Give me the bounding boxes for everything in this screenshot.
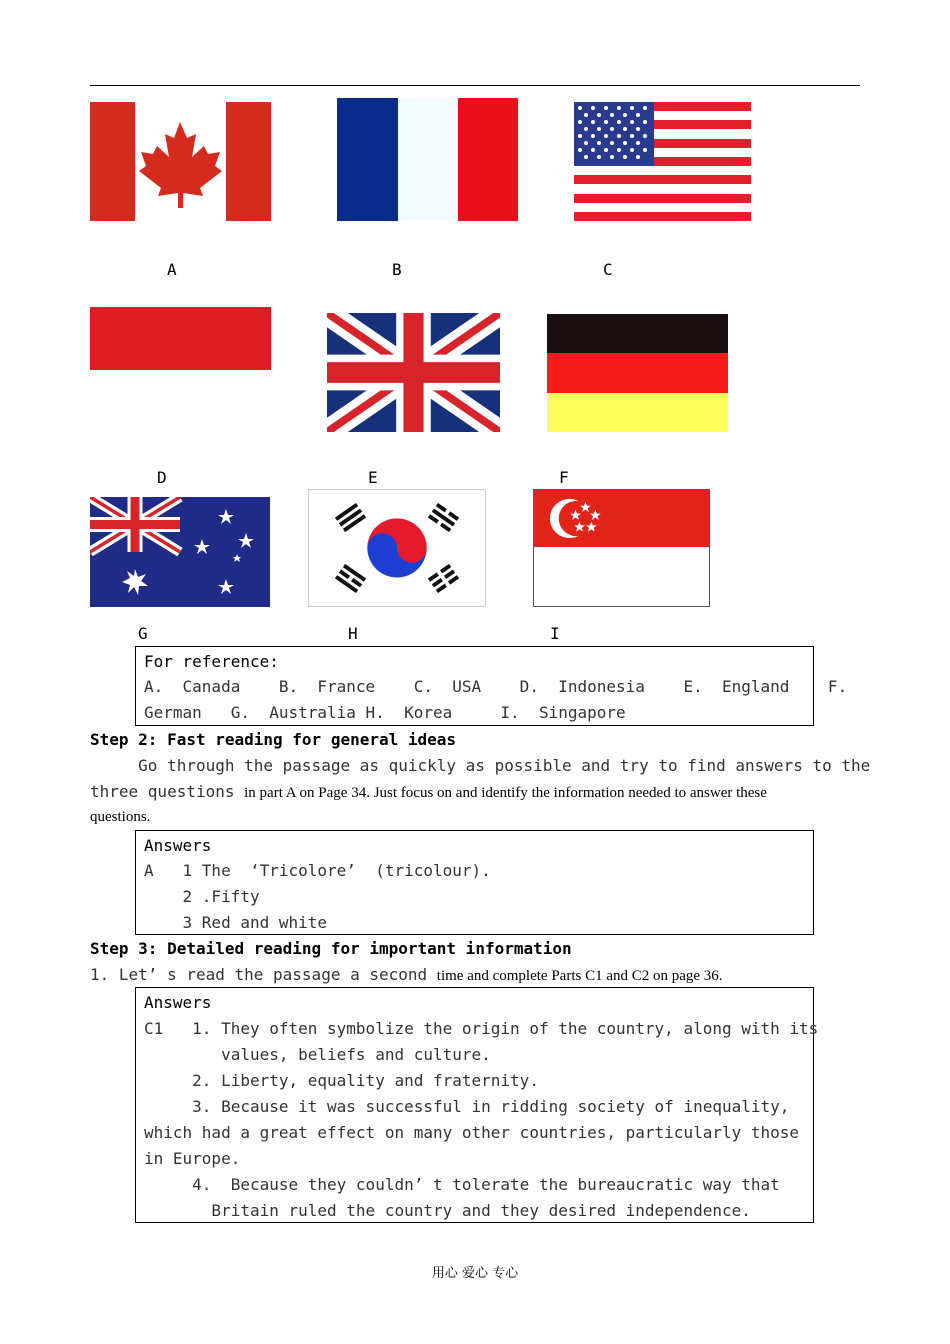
germany-flag	[547, 314, 728, 432]
answers-2-line-2: values, beliefs and culture.	[144, 1045, 491, 1064]
step3-instruction	[90, 966, 723, 985]
france-flag	[337, 98, 518, 221]
flag-letter-c: C	[603, 260, 613, 279]
answers-2-title: Answers	[144, 993, 212, 1012]
answers-box-2	[135, 987, 819, 1223]
step2-paragraph-line-3: questions.	[90, 809, 151, 825]
top-rule	[90, 85, 860, 86]
answers-2-line-8: Britain ruled the country and they desired independence.	[144, 1201, 751, 1220]
step2-paragraph-line-2	[90, 783, 767, 802]
uk-flag	[327, 313, 500, 432]
step2-heading: Step 2: Fast reading for general ideas	[90, 730, 457, 749]
answers-2-line-5: which had a great effect on many other countries, particularly those	[144, 1123, 800, 1142]
answers-2-line-3: 2. Liberty, equality and fraternity.	[144, 1071, 539, 1090]
answers-2-line-7: 4. Because they couldn’ t tolerate the bureaucratic way that	[144, 1175, 780, 1194]
australia-flag	[90, 497, 270, 607]
step3-instruction-serif-part: time and complete Parts C1 and C2 on page 36.	[436, 968, 723, 984]
step2-paragraph-mono-part: three questions	[90, 782, 245, 801]
flag-letter-a: A	[167, 260, 177, 279]
reference-line-2: German G. Australia H. Korea I. Singapore	[144, 703, 626, 722]
singapore-flag	[533, 489, 710, 607]
canada-flag	[90, 102, 271, 221]
flag-letter-b: B	[392, 260, 402, 279]
answers-1-line-1: A 1 The ‘Tricolore’ (tricolour).	[144, 861, 491, 880]
flag-letter-d: D	[157, 468, 167, 487]
reference-title: For reference:	[144, 652, 279, 671]
answers-2-line-4: 3. Because it was successful in ridding society of inequality,	[144, 1097, 790, 1116]
reference-line-1: A. Canada B. France C. USA D. Indonesia E. England F.	[144, 677, 848, 696]
korea-flag	[308, 489, 486, 607]
step2-paragraph-serif-part: in part A on Page 34. Just focus on and identify the information needed to answer these	[244, 785, 767, 801]
step3-instruction-mono-part: 1. Let’ s read the passage a second	[90, 965, 437, 984]
page-footer: 用心 爱心 专心	[431, 1266, 519, 1281]
step3-heading: Step 3: Detailed reading for important information	[90, 939, 572, 958]
flag-letter-g: G	[138, 624, 148, 643]
flag-letter-i: I	[550, 624, 560, 643]
answers-1-line-2: 2 .Fifty	[144, 887, 260, 906]
step2-paragraph-line-1: Go through the passage as quickly as possible and try to find answers to the	[90, 756, 871, 775]
flag-letter-h: H	[348, 624, 358, 643]
indonesia-flag	[90, 307, 271, 370]
answers-2-line-6: in Europe.	[144, 1149, 241, 1168]
answers-box-1	[135, 830, 814, 935]
usa-flag	[574, 102, 751, 221]
answers-1-line-3: 3 Red and white	[144, 913, 328, 932]
answers-2-line-1: C1 1. They often symbolize the origin of the country, along with its	[144, 1019, 819, 1038]
reference-box	[135, 646, 848, 726]
flag-letter-e: E	[368, 468, 378, 487]
answers-1-title: Answers	[144, 836, 212, 855]
flag-letter-f: F	[559, 468, 569, 487]
